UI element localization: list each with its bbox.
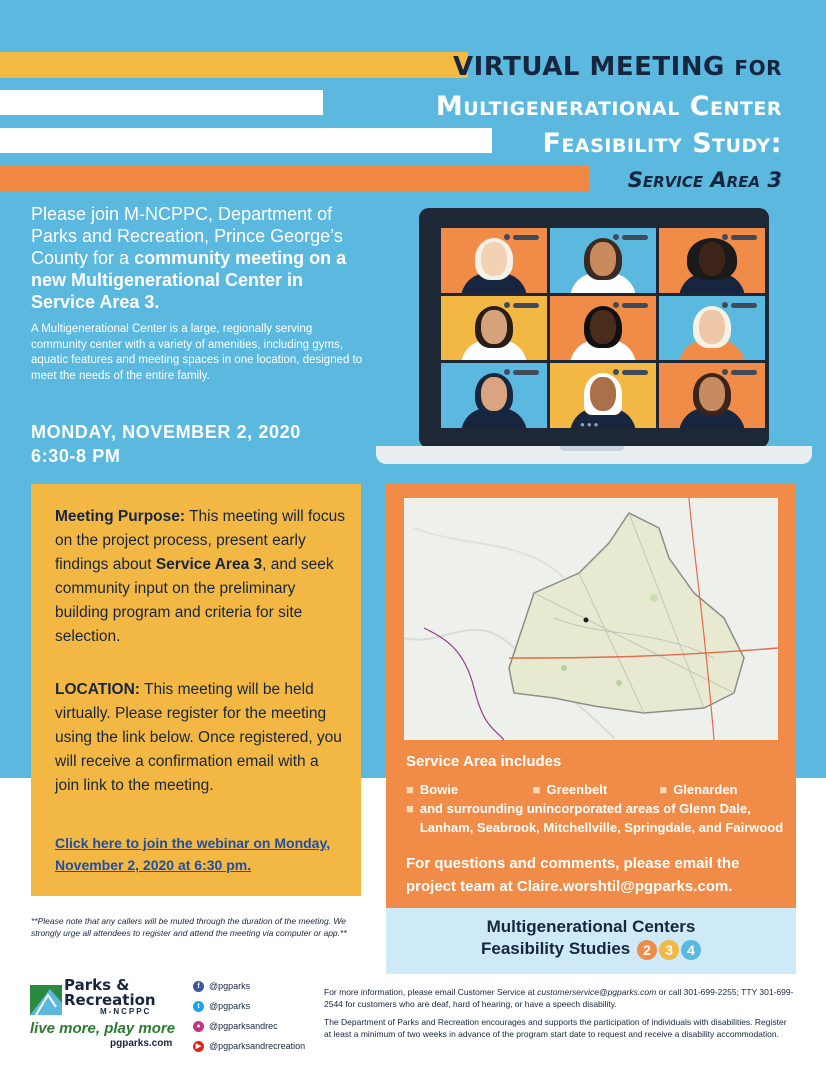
instagram-icon: ● — [193, 1021, 204, 1032]
participant-tile — [659, 363, 765, 428]
title-main: VIRTUAL MEETING — [453, 52, 725, 82]
webinar-link[interactable]: Click here to join the webinar on Monday, November 2, 2020 at 6:30 pm. — [55, 835, 331, 873]
logo-sub: M-NCPPC — [100, 1007, 152, 1016]
participant-tile — [659, 228, 765, 293]
youtube-icon: ▶ — [193, 1041, 204, 1052]
social-instagram[interactable]: ● @pgparksandrec — [193, 1016, 305, 1036]
footer-email[interactable]: customerservice@pgparks.com — [537, 987, 657, 997]
list-item: ■ Glenarden — [659, 782, 738, 797]
footer-ada: The Department of Parks and Recreation encourages and supports the participation of individuals with disabilities. Register at least a minimum of two weeks in advance of the program start date to request and receive a disability accommodation. — [324, 1017, 787, 1039]
study-number-badge: 2 — [637, 940, 657, 960]
participant-tile — [441, 228, 547, 293]
title-service-area: Service Area 3 — [627, 168, 782, 192]
studies-line2: Feasibility Studies — [481, 939, 631, 958]
stripe-yellow — [0, 52, 468, 78]
social-facebook[interactable]: f @pgparks — [193, 976, 305, 996]
intro-bold: community meeting on a new Multigenerational Center in Service Area 3. — [31, 248, 347, 312]
logo-url: pgparks.com — [110, 1038, 173, 1049]
participant-tile — [550, 296, 656, 361]
footer-info — [324, 986, 794, 1046]
study-number-badge: 4 — [681, 940, 701, 960]
meeting-location — [55, 678, 345, 798]
logo-name: Parks & Recreation — [64, 976, 156, 1009]
title-center: Multigenerational Center — [435, 91, 782, 122]
center-description: A Multigenerational Center is a large, regionally serving community center with a variety of amenities, including gyms, aquatic features and meeting spaces in one location, designed to meet the needs of the entire family. — [31, 323, 363, 382]
purpose-text: This meeting will focus on the project process, present early findings about — [55, 508, 345, 573]
studies-line1: Multigenerational Centers — [486, 917, 696, 936]
video-call-grid — [441, 228, 765, 428]
map-illustration — [404, 498, 778, 740]
logo-tagline: live more, play more — [30, 1020, 176, 1037]
title-virtual-meeting — [453, 52, 782, 82]
stripe-orange — [0, 166, 589, 192]
social-youtube[interactable]: ▶ @pgparksandrecreation — [193, 1036, 305, 1056]
location-text: This meeting will be held virtually. Please register for the meeting using the link below. Once registered, you will receive a confirmation email with a join link to the meeting. — [55, 681, 342, 794]
stripe-white-1 — [0, 90, 323, 115]
laptop-notch — [560, 446, 624, 451]
title-for: FOR — [734, 56, 782, 80]
facebook-icon: f — [193, 981, 204, 992]
service-area-list — [406, 780, 786, 837]
list-item: ■ Greenbelt — [532, 782, 608, 797]
purpose-text-after: , and seek community input on the preliminary building program and criteria for site selection. — [55, 556, 334, 645]
meeting-day: MONDAY, NOVEMBER 2, 2020 — [31, 422, 301, 442]
social-list — [193, 976, 305, 1056]
title-study: Feasibility Study: — [542, 128, 782, 159]
participant-tile — [441, 363, 547, 428]
intro-lead: Please join M-NCPPC, Department of Parks and Recreation, Prince George’s County for a — [31, 204, 343, 268]
purpose-area: Service Area 3 — [155, 556, 263, 573]
purpose-label: Meeting Purpose: — [55, 508, 186, 525]
carousel-dots: ●●● — [580, 420, 601, 429]
service-area-map — [404, 498, 778, 740]
stripe-white-2 — [0, 128, 492, 153]
participant-tile — [659, 296, 765, 361]
participant-tile — [550, 228, 656, 293]
intro-text — [31, 203, 351, 313]
parks-logo-icon — [30, 981, 62, 1017]
service-area-title: Service Area includes — [406, 753, 562, 770]
participant-tile — [441, 296, 547, 361]
meeting-purpose — [55, 505, 345, 649]
study-number-badge: 3 — [659, 940, 679, 960]
meeting-time: 6:30-8 PM — [31, 446, 121, 466]
contact-text: For questions and comments, please email the project team at Claire.worshtil@pgparks.com. — [406, 855, 740, 895]
meeting-date — [31, 420, 301, 468]
list-item: ■ Bowie — [406, 782, 459, 797]
footer-contact: For more information, please email Customer Service at customerservice@pgparks.com or call 301-699-2255; TTY 301-699-2544 for customers who are deaf, hard of hearing, or have a speech disability. — [324, 987, 794, 1009]
studies-banner-text — [386, 916, 796, 960]
social-twitter[interactable]: t @pgparks — [193, 996, 305, 1016]
location-label: LOCATION: — [55, 681, 140, 698]
caller-note: **Please note that any callers will be muted through the duration of the meeting. We strongly urge all attendees to register and attend the meeting via computer or app.** — [31, 916, 347, 938]
twitter-icon: t — [193, 1001, 204, 1012]
participant-tile — [550, 363, 656, 428]
list-item: ■ and surrounding unincorporated areas of Glenn Dale, Lanham, Seabrook, Mitchellville, Springdale, and Fairwood — [406, 801, 784, 835]
